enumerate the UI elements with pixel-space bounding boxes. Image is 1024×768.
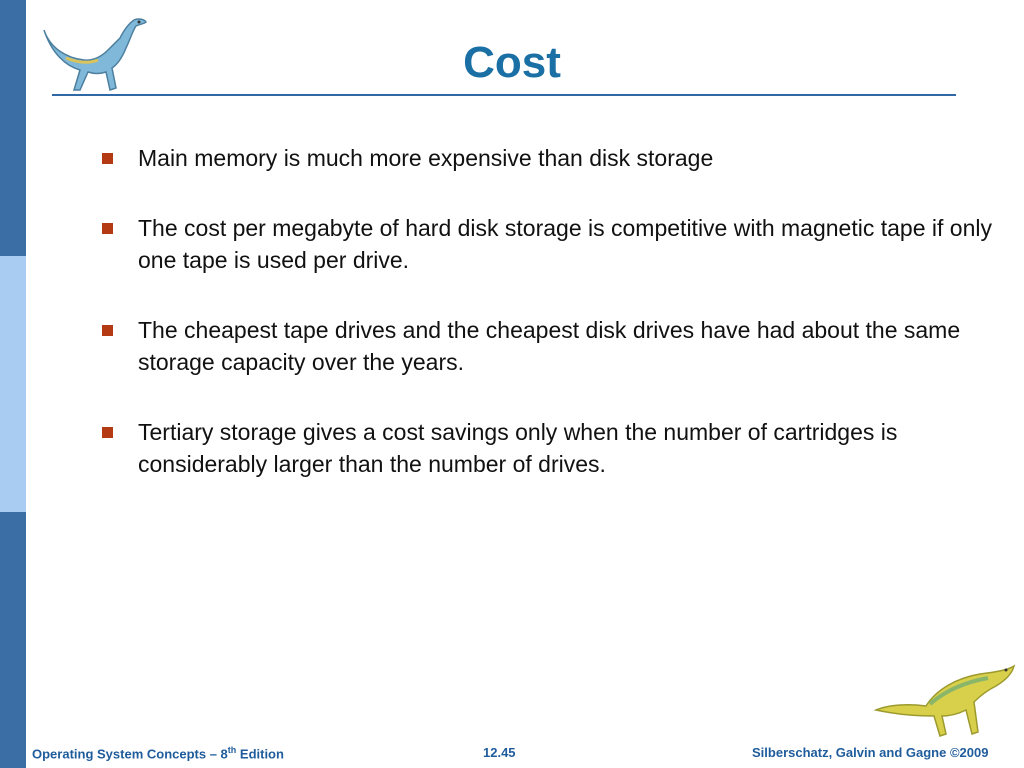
list-item xyxy=(100,314,1000,378)
bullet-text: Main memory is much more expensive than disk storage xyxy=(138,145,714,171)
dinosaur-icon xyxy=(870,660,1018,740)
footer-book-title xyxy=(32,745,284,761)
slide-title: Cost xyxy=(463,38,561,87)
footer-superscript: th xyxy=(227,745,237,755)
list-item xyxy=(100,142,1000,174)
footer-book-title-text: Operating System Concepts – 8 xyxy=(32,746,228,762)
bullet-text: The cheapest tape drives and the cheapest disk drives have had about the same storage capacity over the years. xyxy=(138,317,961,375)
square-bullet-icon xyxy=(102,153,113,164)
footer-book-title-suffix: Edition xyxy=(236,746,284,762)
slide-number: 12.45 xyxy=(483,745,516,760)
bullet-text: The cost per megabyte of hard disk storage is competitive with magnetic tape if only one tape is used per drive. xyxy=(138,215,992,273)
left-accent-strip-middle xyxy=(0,256,26,512)
square-bullet-icon xyxy=(102,223,113,234)
square-bullet-icon xyxy=(102,325,113,336)
bullet-list xyxy=(100,142,1000,518)
list-item xyxy=(100,416,1000,480)
square-bullet-icon xyxy=(102,427,113,438)
bullet-text: Tertiary storage gives a cost savings only when the number of cartridges is considerably larger than the number of drives. xyxy=(138,419,898,477)
left-accent-strip-bottom xyxy=(0,512,26,768)
list-item xyxy=(100,212,1000,276)
footer-copyright: Silberschatz, Galvin and Gagne ©2009 xyxy=(752,745,989,760)
title-divider xyxy=(52,94,956,96)
